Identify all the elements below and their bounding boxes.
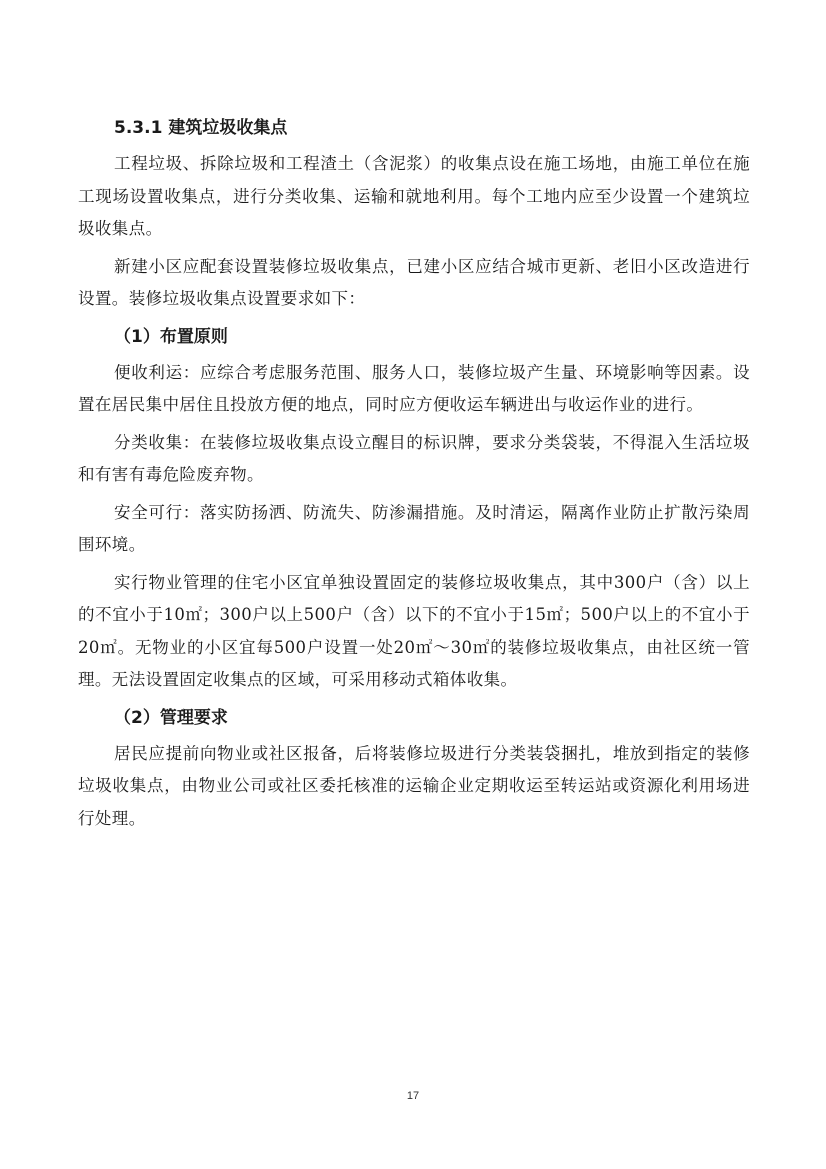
paragraph: 便收利运：应综合考虑服务范围、服务人口，装修垃圾产生量、环境影响等因素。设置在居民集中居住且投放方便的地点，同时应方便收运车辆进出与收运作业的进行。	[78, 362, 750, 414]
section-heading: 5.3.1 建筑垃圾收集点	[114, 118, 288, 138]
paragraph: 工程垃圾、拆除垃圾和工程渣土（含泥浆）的收集点设在施工场地，由施工单位在施工现场设置收集点，进行分类收集、运输和就地利用。每个工地内应至少设置一个建筑垃圾收集点。	[78, 154, 750, 238]
paragraph: 新建小区应配套设置装修垃圾收集点，已建小区应结合城市更新、老旧小区改造进行设置。装修垃圾收集点设置要求如下：	[78, 256, 750, 308]
paragraph: 居民应提前向物业或社区报备，后将装修垃圾进行分类装袋捆扎，堆放到指定的装修垃圾收集点，由物业公司或社区委托核准的运输企业定期收运至转运站或资源化利用场进行处理。	[78, 743, 750, 828]
subsection-heading-management: （2）管理要求	[114, 707, 228, 728]
page-number: 17	[406, 1090, 420, 1102]
subsection-heading-layout-principles: （1）布置原则	[114, 326, 228, 347]
paragraph: 实行物业管理的住宅小区宜单独设置固定的装修垃圾收集点，其中300户（含）以上的不宜小于10㎡；300户以上500户（含）以下的不宜小于15㎡；500户以上的不宜小于20㎡。无物业的小区宜每500户设置一处20㎡～30㎡的装修垃圾收集点，由社区统一管理。无法设置固定收集点的区域，可采用移动式箱体收集。	[78, 572, 750, 689]
page-content	[78, 112, 750, 840]
paragraph: 分类收集：在装修垃圾收集点设立醒目的标识牌，要求分类袋装，不得混入生活垃圾和有害有毒危险废弃物。	[78, 432, 750, 484]
paragraph: 安全可行：落实防扬洒、防流失、防渗漏措施。及时清运，隔离作业防止扩散污染周围环境。	[78, 502, 750, 554]
